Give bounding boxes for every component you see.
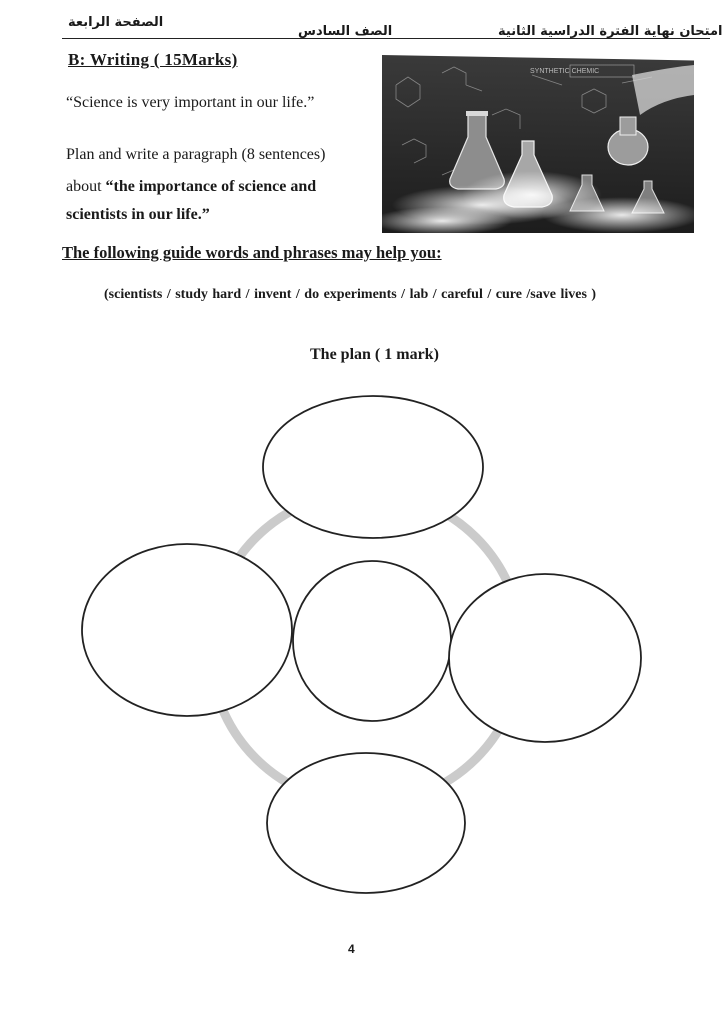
instruction-line-2 — [66, 178, 316, 196]
instruction-line-3 — [66, 206, 210, 224]
instruction-topic-cont: scientists in our life.” — [66, 206, 210, 223]
bubble-center[interactable] — [293, 561, 451, 721]
bubble-left[interactable] — [82, 544, 292, 716]
instruction-topic: “the importance of science and — [105, 178, 317, 195]
bubble-top[interactable] — [263, 396, 483, 538]
page-number: 4 — [348, 942, 355, 956]
grade-label: الصف السادس — [298, 24, 393, 39]
section-title: B: Writing ( 15Marks) — [68, 50, 238, 69]
topic-quote: “Science is very important in our life.” — [66, 94, 315, 111]
exam-label: امتحان نهاية الفترة الدراسية الثانية — [498, 24, 723, 39]
instruction-line-1: Plan and write a paragraph (8 sentences) — [66, 146, 326, 163]
bubble-bottom[interactable] — [267, 753, 465, 893]
instruction-prefix: about — [66, 178, 106, 195]
bubble-right[interactable] — [449, 574, 641, 742]
plan-title: The plan ( 1 mark) — [310, 346, 439, 363]
plan-diagram — [0, 380, 724, 920]
page-label: الصفحة الرابعة — [68, 15, 164, 30]
guide-words: (scientists / study hard / invent / do experiments / lab / careful / cure /save lives ) — [104, 287, 597, 302]
photo-caption: SYNTHETIC CHEMIC — [530, 68, 600, 75]
lab-flasks-photo — [382, 55, 694, 233]
guide-heading: The following guide words and phrases may help you: — [62, 243, 442, 262]
header-rule — [62, 38, 710, 39]
